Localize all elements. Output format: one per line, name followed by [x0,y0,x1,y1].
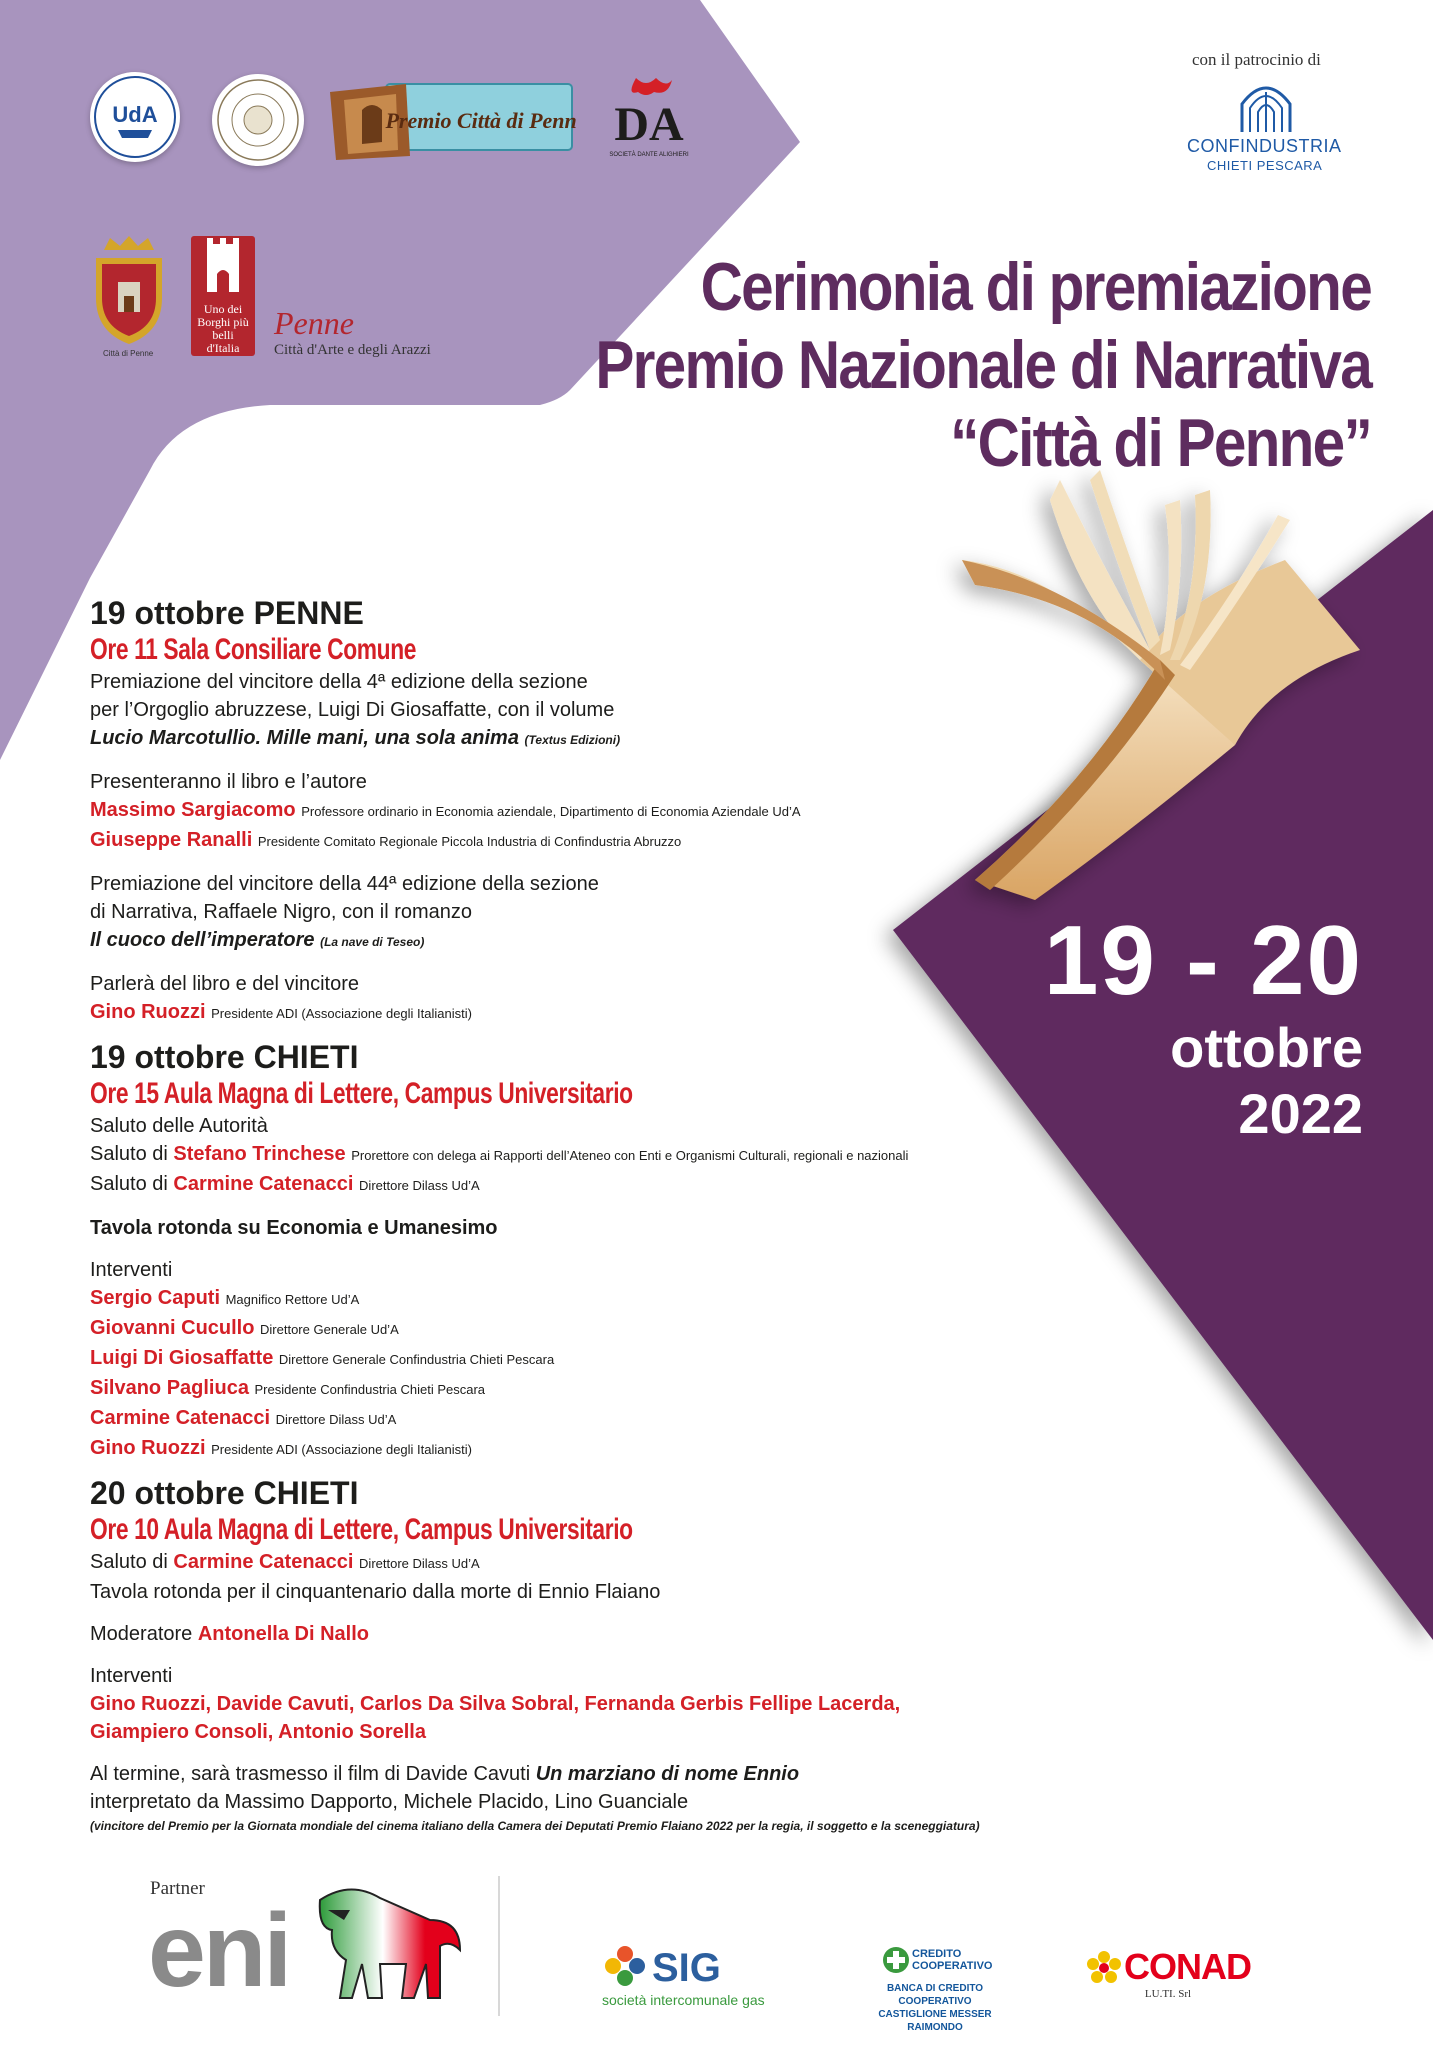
dante-alighieri-icon [606,74,692,164]
confindustria-arch-icon [1238,78,1294,136]
dipartimento-logo [212,74,304,166]
day3-film-line1 [90,1760,1070,1788]
title-line-1: Cerimonia di premiazione [700,249,1371,325]
day3-speakers-line2: Giampiero Consoli, Antonio Sorella [90,1721,426,1743]
day3-greet-name: Carmine Catenacci [173,1551,354,1573]
penne-city-subtitle: Città d'Arte e degli Arazzi [274,342,431,358]
book-logo-icon [326,70,576,162]
day2-greet-1-name: Stefano Trinchese [173,1143,346,1165]
day2-speaker-name: Silvano Pagliuca [90,1377,249,1399]
day1-book1-title: Lucio Marcotullio. Mille mani, una sola anima [90,727,519,749]
six-legged-dog-icon [310,1880,470,2010]
program [90,594,1070,1836]
day2-speaker [90,1284,1070,1314]
day3-roundtable: Tavola rotonda per il cinquantenario dalla morte di Ennio Flaiano [90,1581,661,1603]
day2-speaker-name: Luigi Di Giosaffatte [90,1347,274,1369]
societa-dante-alighieri-logo [606,74,692,164]
svg-text:Premio Città di Penne: Premio Città di Penne [385,108,576,133]
footer-divider [498,1876,500,2016]
day3-greet [90,1548,1070,1578]
conad-logo-name: CONAD [1124,1946,1251,1987]
uda-emblem-icon [90,72,180,162]
sig-flower-icon [603,1944,647,1988]
day2-speaker-name: Gino Ruozzi [90,1437,206,1459]
day1-heading: 19 ottobre PENNE [90,595,364,631]
day2-greet-1 [90,1140,1070,1170]
confindustria-name: CONFINDUSTRIA [1187,136,1342,156]
day2-speaker-name: Giovanni Cucullo [90,1317,255,1339]
bcc-logo-short [912,1948,992,1972]
day1-venue: Ore 11 Sala Consiliare Comune [90,633,417,666]
day1-presenter-1-role: Professore ordinario in Economia aziendale, Dipartimento di Economia Aziendale Ud’A [301,804,801,819]
bcc-l1: CREDITO [912,1948,962,1960]
day1-presenter-1 [90,796,1070,826]
date-month: ottobre [1170,1016,1363,1079]
day2-speaker [90,1344,1070,1374]
day1-presenters-intro: Presenteranno il libro e l’autore [90,771,367,793]
day3-moderator [90,1620,1070,1648]
coat-of-arms-icon [90,236,168,348]
day1-speaker [90,998,1070,1028]
day1-p1-line1: Premiazione del vincitore della 4ª edizione della sezione [90,671,588,693]
day1-book1-publisher: (Textus Edizioni) [524,733,621,747]
borghi-text: Uno dei Borghi più belli d'Italia [197,302,249,355]
svg-text:SOCIETÀ DANTE ALIGHIERI: SOCIETÀ DANTE ALIGHIERI [609,152,689,158]
day2-greet-1-role: Prorettore con delega ai Rapporti dell’Ateneo con Enti e Organismi Culturali, regionali e nazionali [351,1148,909,1163]
confindustria-sub: CHIETI PESCARA [1207,158,1323,173]
day2-interventions-label: Interventi [90,1259,173,1281]
day2-speaker-role: Direttore Generale Confindustria Chieti Pescara [278,1352,555,1367]
day1-speaker-intro: Parlerà del libro e del vincitore [90,973,360,995]
title-line-3: “Città di Penne” [950,405,1371,481]
day1-presenter-2-role: Presidente Comitato Regionale Piccola Industria di Confindustria Abruzzo [257,834,682,849]
day3-heading: 20 ottobre CHIETI [90,1475,359,1511]
day3-speakers-line1: Gino Ruozzi, Davide Cavuti, Carlos Da Silva Sobral, Fernanda Gerbis Fellipe Lacerda, [90,1693,901,1715]
day2-speaker [90,1314,1070,1344]
day2-speaker-name: Carmine Catenacci [90,1407,271,1429]
day2-speaker [90,1404,1070,1434]
eni-dog-logo [310,1880,470,2010]
day2-venue: Ore 15 Aula Magna di Lettere, Campus Universitario [90,1077,633,1110]
day1-presenter-1-name: Massimo Sargiacomo [90,799,296,821]
day3-film-line2: interpretato da Massimo Dapporto, Michele Placido, Lino Guanciale [90,1791,689,1813]
day2-roundtable: Tavola rotonda su Economia e Umanesimo [90,1217,498,1239]
day3-film-note: (vincitore del Premio per la Giornata mondiale del cinema italiano della Camera dei Deputati Premio Flaiano 2022 per la regia, il soggetto e la sceneggiatura) [90,1819,980,1833]
day2-speaker-role: Direttore Generale Ud’A [260,1322,399,1337]
day2-speaker-role: Presidente ADI (Associazione degli Italianisti) [211,1442,472,1457]
day2-heading: 19 ottobre CHIETI [90,1039,359,1075]
day3-film-prefix: Al termine, sarà trasmesso il film di Davide Cavuti [90,1763,531,1785]
citta-di-penne-label: Città di Penne [103,349,154,358]
premio-citta-di-penne-logo [326,70,576,162]
bcc-full-l2: CASTIGLIONE MESSER RAIMONDO [878,2009,992,2033]
sig-logo-name: SIG [652,1946,721,1990]
event-title [511,248,1371,482]
day1-book1-line [90,724,1070,754]
day1-presenter-2-name: Giuseppe Ranalli [90,829,253,851]
day1-speaker-name: Gino Ruozzi [90,1001,206,1023]
title-line-2: Premio Nazionale di Narrativa [595,327,1371,403]
day3-greet-prefix: Saluto di [90,1551,168,1573]
sig-logo-sub: società intercomunale gas [602,1992,765,2008]
day3-moderator-label: Moderatore [90,1623,193,1645]
conad-logo-sub: LU.TI. Srl [1144,1988,1192,2000]
day2-greet-2-role: Direttore Dilass Ud’A [359,1178,480,1193]
day3-film-title: Un marziano di nome Ennio [535,1763,800,1785]
day1-book2-title: Il cuoco dell’imperatore [90,929,315,951]
day1-p1-line2: per l’Orgoglio abruzzese, Luigi Di Giosaffatte, con il volume [90,699,615,721]
day2-speaker-role: Magnifico Rettore Ud’A [225,1292,360,1307]
day3-venue: Ore 10 Aula Magna di Lettere, Campus Universitario [90,1513,633,1546]
borghi-piu-belli-logo [191,236,255,356]
date-range: 19 - 20 [1043,905,1363,1015]
bcc-logo-full [855,1982,1015,2034]
event-dates [1044,905,1363,1147]
penne-city-name: Penne [274,305,354,341]
day2-greet-2-name: Carmine Catenacci [173,1173,354,1195]
day2-greet-1-prefix: Saluto di [90,1143,168,1165]
day2-speaker-role: Presidente Confindustria Chieti Pescara [254,1382,486,1397]
eni-logo-text: eni [148,1893,290,2009]
bcc-logo-mark [882,1946,910,1974]
day2-greet-2 [90,1170,1070,1200]
day2-speaker-role: Direttore Dilass Ud’A [275,1412,397,1427]
daisy-icon [1086,1950,1122,1986]
conad-logo-mark [1086,1950,1122,1986]
day2-greet-2-prefix: Saluto di [90,1173,168,1195]
citta-di-penne-coat-of-arms [90,236,168,348]
bcc-full-l1: BANCA DI CREDITO COOPERATIVO [886,1983,984,2007]
day1-presenter-2 [90,826,1070,856]
day2-speaker-name: Sergio Caputi [90,1287,221,1309]
day3-moderator-name: Antonella Di Nallo [197,1623,369,1645]
day1-book2-publisher: (La nave di Teseo) [320,935,425,949]
svg-text:DA: DA [614,98,684,151]
day1-p2-line2: di Narrativa, Raffaele Nigro, con il romanzo [90,901,473,923]
partner-label: Partner [150,1878,205,1899]
tower-icon [191,236,255,298]
day3-interventions-label: Interventi [90,1665,173,1687]
patronage-label: con il patrocinio di [1192,50,1321,69]
day2-greet-authorities: Saluto delle Autorità [90,1115,268,1137]
day1-p2-line1: Premiazione del vincitore della 44ª edizione della sezione [90,873,599,895]
day3-greet-role: Direttore Dilass Ud’A [359,1556,480,1571]
uda-logo [90,72,180,162]
confindustria-logo [1238,78,1294,136]
bcc-l2: COOPERATIVO [912,1960,993,1972]
day1-speaker-role: Presidente ADI (Associazione degli Italianisti) [211,1006,472,1021]
sig-logo-mark [603,1944,647,1988]
svg-text:UdA: UdA [112,102,158,127]
bcc-cross-icon [882,1946,910,1974]
day1-book2-line [90,926,1070,956]
date-year: 2022 [1238,1082,1363,1145]
day2-speaker [90,1374,1070,1404]
seal-icon [212,74,304,166]
day2-speaker [90,1434,1070,1464]
